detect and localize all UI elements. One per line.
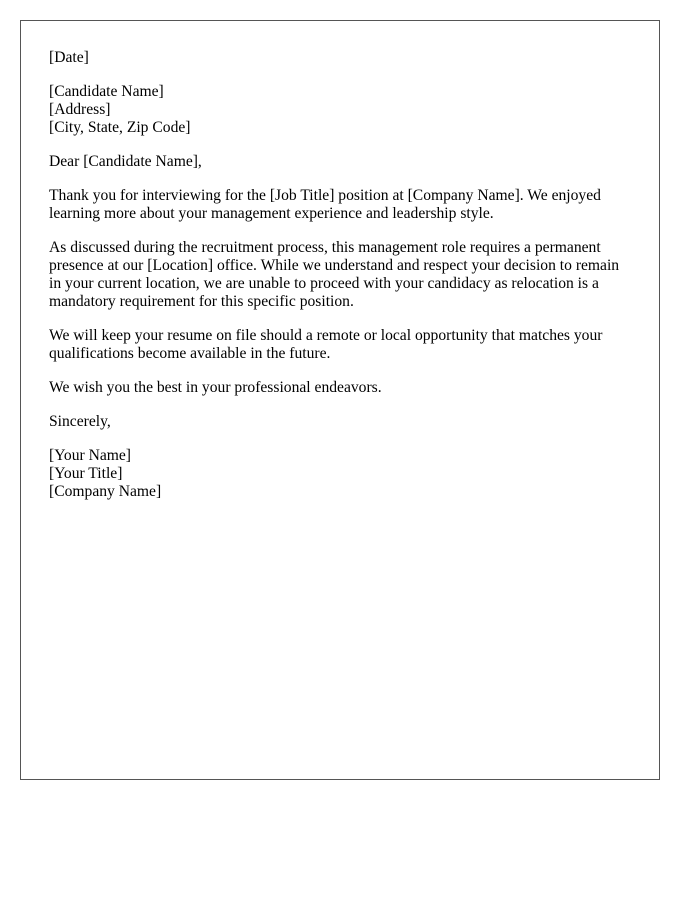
body-paragraph-4: We wish you the best in your professional endeavors. (49, 379, 382, 396)
body-paragraph-2: As discussed during the recruitment process, this management role requires a permanent presence at our [Location] office. While we understand and respect your decision to remain in your current location, we are unable to proceed with your candidacy as relocation is a mandatory requirement for this specific position. (49, 239, 620, 310)
body-paragraph-1: Thank you for interviewing for the [Job Title] position at [Company Name]. We enjoyed learning more about your management experience and leadership style. (49, 187, 601, 222)
signature-title: [Your Title] (49, 465, 123, 482)
letter-page (20, 20, 660, 780)
closing: Sincerely, (49, 413, 111, 430)
recipient-name: [Candidate Name] (49, 83, 164, 100)
signature-name: [Your Name] (49, 447, 132, 464)
body-paragraph-3: We will keep your resume on file should a remote or local opportunity that matches your qualifications become available in the future. (49, 327, 603, 362)
signature-block (49, 447, 629, 501)
recipient-address-block (49, 83, 629, 137)
closing-block (49, 413, 629, 431)
letter-date: [Date] (49, 49, 89, 66)
date-block (49, 49, 629, 67)
signature-company: [Company Name] (49, 483, 162, 500)
letter-content (49, 49, 629, 517)
recipient-city-state-zip: [City, State, Zip Code] (49, 119, 191, 136)
salutation-block (49, 153, 629, 171)
salutation: Dear [Candidate Name], (49, 153, 202, 170)
recipient-address: [Address] (49, 101, 111, 118)
